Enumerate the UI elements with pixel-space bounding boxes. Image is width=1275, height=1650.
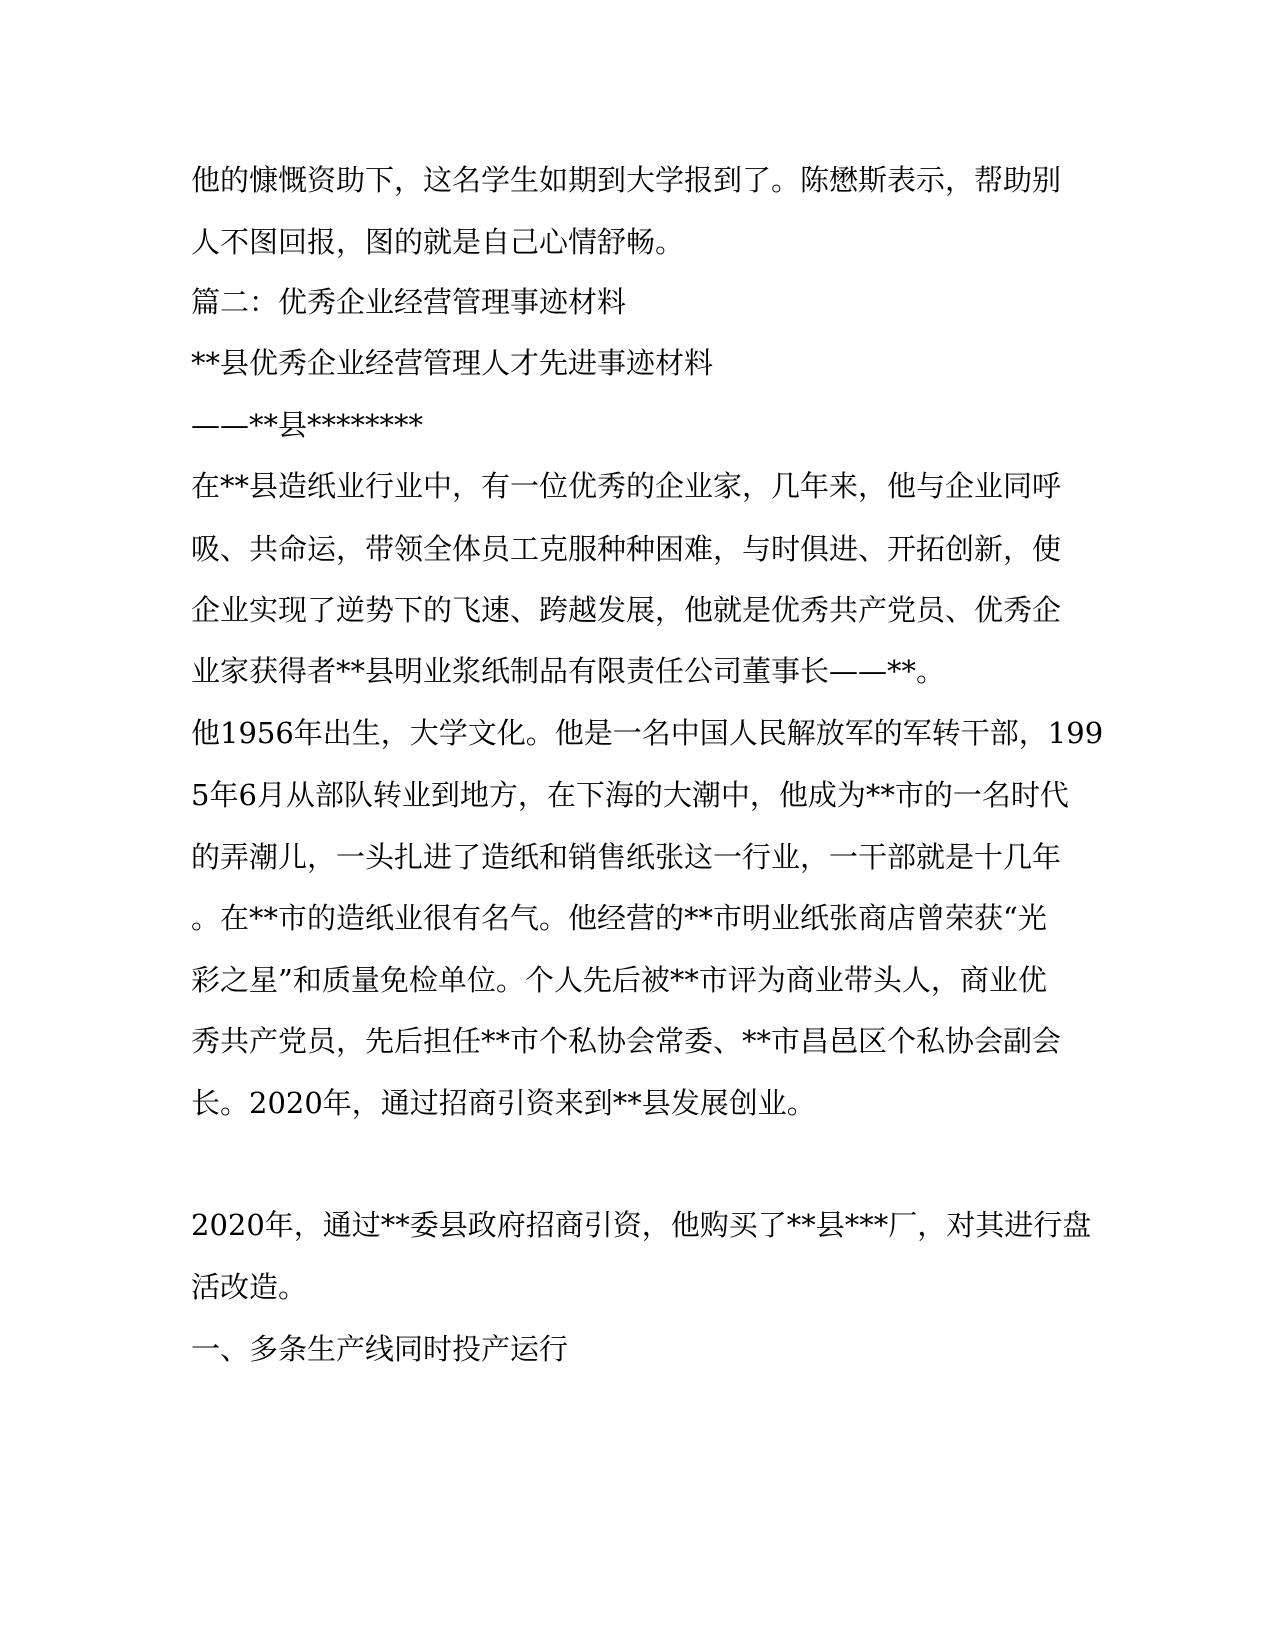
body-text-line: 的弄潮儿，一头扎进了造纸和销售纸张这一行业，一干部就是十几年 (191, 840, 1062, 874)
body-text-line: 企业实现了逆势下的飞速、跨越发展，他就是优秀共产党员、优秀企 (191, 593, 1062, 627)
body-text-line: 吸、共命运，带领全体员工克服种种困难，与时俱进、开拓创新，使 (191, 532, 1062, 566)
section-heading: 一、多条生产线同时投产运行 (191, 1332, 569, 1366)
body-text-line: 彩之星”和质量免检单位。个人先后被**市评为商业带头人，商业优 (191, 963, 1047, 997)
body-text-line: 在**县造纸业行业中，有一位优秀的企业家，几年来，他与企业同呼 (191, 469, 1062, 503)
section-heading: 篇二：优秀企业经营管理事迹材料 (191, 285, 627, 319)
document-title: **县优秀企业经营管理人才先进事迹材料 (191, 346, 714, 380)
body-text-line: 2020年，通过**委县政府招商引资，他购买了**县***厂，对其进行盘 (191, 1208, 1092, 1242)
body-text-line: 长。2020年，通过招商引资来到**县发展创业。 (191, 1086, 816, 1120)
body-text-line: 他1956年出生，大学文化。他是一名中国人民解放军的军转干部，199 (191, 716, 1104, 750)
body-text-line: 业家获得者**县明业浆纸制品有限责任公司董事长——**。 (191, 654, 946, 688)
body-text-line: 活改造。 (191, 1270, 308, 1304)
body-text-line: 5年6月从部队转业到地方，在下海的大潮中，他成为**市的一名时代 (191, 778, 1069, 812)
body-text-line: 他的慷慨资助下，这名学生如期到大学报到了。陈懋斯表示，帮助别 (191, 163, 1062, 197)
body-text-line: 人不图回报，图的就是自己心情舒畅。 (191, 225, 685, 259)
document-byline: ——**县******** (191, 408, 424, 442)
body-text-line: 。在**市的造纸业很有名气。他经营的**市明业纸张商店曾荣获“光 (191, 901, 1047, 935)
body-text-line: 秀共产党员，先后担任**市个私协会常委、**市昌邑区个私协会副会 (191, 1024, 1062, 1058)
